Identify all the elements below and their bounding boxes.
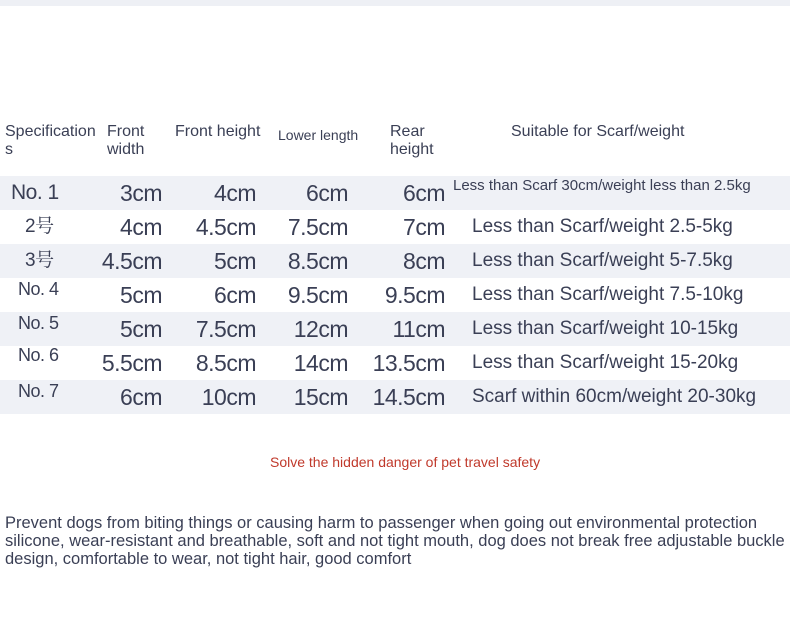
cell-front-width: 5cm — [120, 282, 162, 308]
cell-front-width: 5cm — [120, 316, 162, 342]
cell-suitable-weight: Less than Scarf/weight 7.5-10kg — [472, 284, 744, 305]
cell-specification: 2号 — [25, 216, 54, 237]
cell-lower-length: 15cm — [293, 384, 348, 410]
table-row — [0, 312, 790, 346]
cell-suitable-weight: Less than Scarf 30cm/weight less than 2.5kg — [453, 177, 751, 194]
cell-lower-length: 12cm — [293, 316, 348, 342]
header-rear-height: Rear height — [390, 123, 434, 158]
cell-front-width: 4cm — [120, 214, 162, 240]
table-row — [0, 380, 790, 414]
cell-rear-height: 6cm — [403, 180, 445, 206]
cell-specification: No. 6 — [18, 345, 59, 365]
header-specification: Specification s — [5, 123, 96, 158]
cell-front-width: 5.5cm — [101, 350, 162, 376]
header-front-height: Front height — [175, 123, 261, 140]
cell-rear-height: 9.5cm — [384, 282, 445, 308]
cell-rear-height: 7cm — [403, 214, 445, 240]
top-band — [0, 0, 790, 6]
cell-front-width: 4.5cm — [101, 248, 162, 274]
cell-rear-height: 13.5cm — [372, 350, 445, 376]
cell-front-height: 4cm — [214, 180, 256, 206]
cell-specification: No. 1 — [11, 181, 59, 204]
cell-front-height: 4.5cm — [195, 214, 256, 240]
cell-front-width: 6cm — [120, 384, 162, 410]
cell-rear-height: 14.5cm — [372, 384, 445, 410]
cell-lower-length: 7.5cm — [287, 214, 348, 240]
cell-suitable-weight: Less than Scarf/weight 5-7.5kg — [472, 250, 733, 271]
table-row — [0, 210, 790, 244]
table-row — [0, 278, 790, 312]
cell-suitable-weight: Less than Scarf/weight 2.5-5kg — [472, 216, 733, 237]
table-row — [0, 176, 790, 210]
cell-front-width: 3cm — [120, 180, 162, 206]
cell-lower-length: 9.5cm — [287, 282, 348, 308]
cell-suitable-weight: Less than Scarf/weight 15-20kg — [472, 352, 739, 373]
header-suitable-weight: Suitable for Scarf/weight — [511, 123, 685, 140]
cell-front-height: 6cm — [214, 282, 256, 308]
cell-specification: 3号 — [25, 250, 54, 271]
cell-rear-height: 8cm — [403, 248, 445, 274]
cell-specification: No. 4 — [18, 279, 59, 299]
cell-specification: No. 5 — [18, 313, 59, 333]
cell-suitable-weight: Less than Scarf/weight 10-15kg — [472, 318, 739, 339]
cell-specification: No. 7 — [18, 381, 59, 401]
cell-lower-length: 8.5cm — [287, 248, 348, 274]
header-front-width: Front width — [107, 123, 145, 158]
tagline: Solve the hidden danger of pet travel safety — [270, 454, 541, 470]
product-description: Prevent dogs from biting things or causing harm to passenger when going out environmental protection silicone, wear-resistant and breathable, soft and not tight mouth, dog does not break free adjustable buckle design, comfortable to wear, not tight hair, good comfort — [5, 514, 785, 568]
table-row — [0, 244, 790, 278]
cell-lower-length: 14cm — [293, 350, 348, 376]
cell-front-height: 10cm — [201, 384, 256, 410]
cell-front-height: 5cm — [214, 248, 256, 274]
table-row — [0, 346, 790, 380]
header-lower-length: Lower length — [278, 127, 359, 143]
cell-suitable-weight: Scarf within 60cm/weight 20-30kg — [472, 386, 757, 407]
cell-front-height: 8.5cm — [195, 350, 256, 376]
cell-lower-length: 6cm — [306, 180, 348, 206]
cell-rear-height: 11cm — [392, 316, 445, 342]
cell-front-height: 7.5cm — [195, 316, 256, 342]
